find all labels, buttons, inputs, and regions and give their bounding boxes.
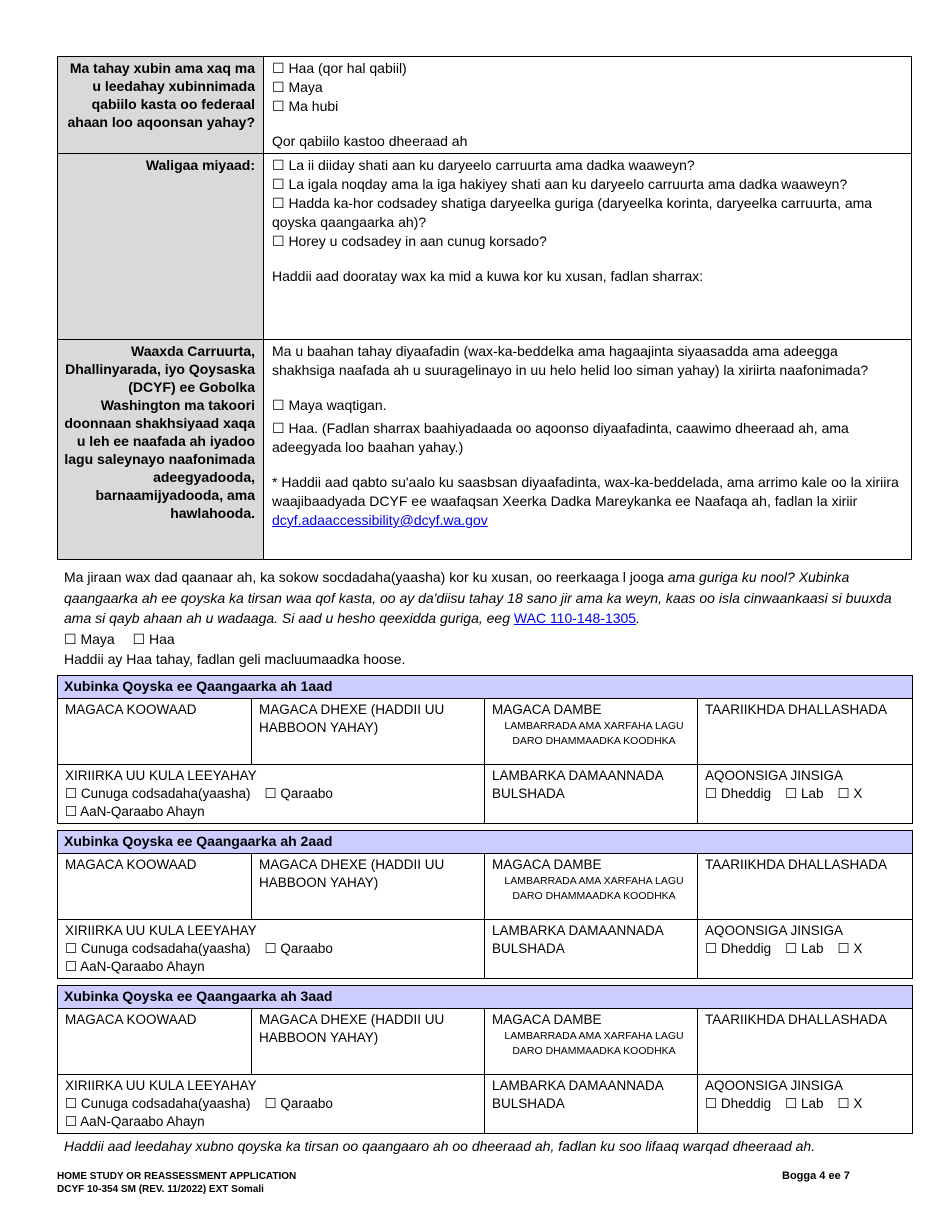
license-option-applied[interactable]: ☐ Hadda ka-hor codsadey shatiga daryeelka guriga (daryeelka korinta, daryeelka carruurta, ama qoyska qaangaarka ah)?	[272, 195, 873, 230]
gender-option-male[interactable]: ☐ Lab	[785, 1096, 824, 1111]
accommodation-question: Ma u baahan tahay diyaafadin (wax-ka-beddelka ama hagaajinta siyaasadda ama adeegga shakhsiga naafada ah u suuragelinayo in uu helo helid loo siman yahay) la xiriirta naafonimada?	[272, 343, 869, 378]
license-option-revoked[interactable]: ☐ La igala noqday ama la iga hakiyey shati aan ku daryeelo carruurta ama dadka waaweyn?	[272, 176, 848, 192]
footer-left	[57, 1170, 296, 1196]
dob-field[interactable]: TAARIIKHDA DHALLASHADA	[698, 854, 913, 920]
rel-option-relative[interactable]: ☐ Qaraabo	[264, 786, 333, 801]
dob-field[interactable]: TAARIIKHDA DHALLASHADA	[698, 699, 913, 765]
first-name-label: MAGACA DAMBE	[492, 702, 602, 717]
middle-name-field[interactable]: MAGACA DHEXE (HADDII UU HABBOON YAHAY)	[252, 699, 485, 765]
ssn-field[interactable]: LAMBARKA DAMAANNADA BULSHADA	[485, 1075, 698, 1134]
household-question	[64, 567, 909, 629]
relationship-label: XIRIIRKA UU KULA LEEYAHAY	[65, 1078, 257, 1093]
household-question-italic: ama guriga ku nool?	[667, 569, 795, 585]
relationship-label: XIRIIRKA UU KULA LEEYAHAY	[65, 768, 257, 783]
rel-option-child[interactable]: ☐ Cunuga codsadaha(yaasha)	[65, 1096, 251, 1111]
relationship-options	[65, 785, 477, 803]
last-name-field[interactable]: MAGACA KOOWAAD	[58, 1009, 252, 1075]
form-code: DCYF 10-354 SM (REV. 11/2022) EXT Somali	[57, 1184, 264, 1195]
tribe-answer-cell	[264, 57, 912, 154]
gender-option-female[interactable]: ☐ Dheddig	[705, 1096, 772, 1111]
dob-field[interactable]: TAARIIKHDA DHALLASHADA	[698, 1009, 913, 1075]
tribe-option-unsure[interactable]: ☐ Ma hubi	[272, 98, 339, 114]
dcyf-statement-label: Waaxda Carruurta, Dhallinyarada, iyo Qoysaska (DCYF) ee Gobolka Washington ma takoori doonnaan shakhsiyaad xaqa u leh ee naafada ah iyadoo lagu saleynayo naafonimada adeegyadooda, barnaamijyadooda, ama hawlahooda.	[58, 340, 264, 560]
member-title: Xubinka Qoyska ee Qaangaarka ah 1aad	[58, 676, 913, 699]
gender-options	[705, 785, 905, 803]
relationship-field	[58, 920, 485, 979]
question-table	[57, 56, 912, 560]
tribe-option-no[interactable]: ☐ Maya	[272, 79, 323, 95]
household-period: .	[636, 610, 640, 626]
license-explain-prompt: Haddii aad dooratay wax ka mid a kuwa kor ku xusan, fadlan sharrax:	[272, 268, 704, 284]
first-name-note: LAMBARRADA AMA XARFAHA LAGU DARO DHAMMAADKA KOODHKA	[504, 720, 684, 747]
tribe-note: Qor qabiilo kastoo dheeraad ah	[272, 133, 468, 149]
ssn-field[interactable]: LAMBARKA DAMAANNADA BULSHADA	[485, 920, 698, 979]
member-block-1	[57, 675, 913, 824]
relationship-options	[65, 1095, 477, 1113]
accommodation-answer-cell	[264, 340, 912, 560]
gender-field	[698, 920, 913, 979]
household-if-yes: Haddii ay Haa tahay, fadlan geli macluumaadka hoose.	[64, 651, 406, 667]
gender-options	[705, 940, 905, 958]
accommodation-footnote-text: * Haddii aad qabto su'aalo ku saasbsan diyaafadinta, wax-ka-beddelada, ama arrimo kale oo la xiriira waajibaadyada DCYF ee waafaqsan Xeerka Dadka Mareykanka ee Naafaqa ah, fadlan la xiriir	[272, 474, 899, 509]
additional-members-note: Haddii aad leedahay xubno qoyska ka tirsan oo qaangaaro ah oo dheeraad ah, fadlan ku soo lifaaq warqad dheeraad ah.	[64, 1138, 816, 1154]
rel-option-relative[interactable]: ☐ Qaraabo	[264, 1096, 333, 1111]
gender-option-female[interactable]: ☐ Dheddig	[705, 941, 772, 956]
page-number: Bogga 4 ee 7	[782, 1170, 850, 1182]
gender-options	[705, 1095, 905, 1113]
first-name-field[interactable]	[485, 854, 698, 920]
household-option-no[interactable]: ☐ Maya	[64, 630, 115, 647]
gender-field	[698, 765, 913, 824]
member-block-3	[57, 985, 913, 1134]
relationship-options	[65, 940, 477, 958]
tribe-question-label: Ma tahay xubin ama xaq ma u leedahay xubinnimada qabiilo kasta oo federaal ahaan loo aqoonsan yahay?	[58, 57, 264, 154]
rel-option-nonrelative[interactable]: ☐ AaN-Qaraabo Ahayn	[65, 1114, 205, 1129]
middle-name-field[interactable]: MAGACA DHEXE (HADDII UU HABBOON YAHAY)	[252, 1009, 485, 1075]
last-name-field[interactable]: MAGACA KOOWAAD	[58, 699, 252, 765]
wac-link[interactable]: WAC 110-148-1305	[513, 610, 637, 626]
accommodation-option-no[interactable]: ☐ Maya waqtigan.	[272, 397, 387, 413]
rel-option-child[interactable]: ☐ Cunuga codsadaha(yaasha)	[65, 786, 251, 801]
member-title: Xubinka Qoyska ee Qaangaarka ah 3aad	[58, 986, 913, 1009]
first-name-field[interactable]	[485, 1009, 698, 1075]
tribe-row	[58, 57, 912, 154]
tribe-option-yes[interactable]: ☐ Haa (qor hal qabiil)	[272, 60, 407, 76]
license-row	[58, 154, 912, 340]
last-name-field[interactable]: MAGACA KOOWAAD	[58, 854, 252, 920]
gender-label: AQOONSIGA JINSIGA	[705, 768, 844, 783]
rel-option-nonrelative[interactable]: ☐ AaN-Qaraabo Ahayn	[65, 959, 205, 974]
first-name-note: LAMBARRADA AMA XARFAHA LAGU DARO DHAMMAADKA KOODHKA	[504, 1030, 684, 1057]
accommodation-row	[58, 340, 912, 560]
household-question-block	[64, 567, 909, 670]
household-definition: Xubinka qaangaarka ah ee qoyska ka tirsan waa qof kasta, oo ay da'diisu tahay 18 sano jir ama ka weyn, kaas oo isla cinwaankaasi si buuxda ama si qayb ahaan ah u wadaaga. Si aad u hesho qeexidda guriga, eeg	[64, 569, 892, 626]
accessibility-email-link[interactable]: dcyf.adaaccessibility@dcyf.wa.gov	[272, 512, 488, 528]
accommodation-option-yes[interactable]: ☐ Haa. (Fadlan sharrax baahiyadaada oo aqoonso diyaafadinta, caawimo dheeraad ah, ama adeegyada loo baahan yahay.)	[272, 420, 849, 455]
rel-option-child[interactable]: ☐ Cunuga codsadaha(yaasha)	[65, 941, 251, 956]
first-name-label: MAGACA DAMBE	[492, 1012, 602, 1027]
license-option-adopt[interactable]: ☐ Horey u codsadey in aan cunug korsado?	[272, 233, 547, 249]
member-title: Xubinka Qoyska ee Qaangaarka ah 2aad	[58, 831, 913, 854]
license-option-denied[interactable]: ☐ La ii diiday shati aan ku daryeelo carruurta ama dadka waaweyn?	[272, 157, 695, 173]
gender-option-x[interactable]: ☐ X	[837, 786, 863, 801]
member-block-2	[57, 830, 913, 979]
license-question-label: Waligaa miyaad:	[58, 154, 264, 340]
first-name-label: MAGACA DAMBE	[492, 857, 602, 872]
gender-option-x[interactable]: ☐ X	[837, 1096, 863, 1111]
ssn-field[interactable]: LAMBARKA DAMAANNADA BULSHADA	[485, 765, 698, 824]
relationship-label: XIRIIRKA UU KULA LEEYAHAY	[65, 923, 257, 938]
gender-option-male[interactable]: ☐ Lab	[785, 786, 824, 801]
first-name-field[interactable]	[485, 699, 698, 765]
rel-option-nonrelative[interactable]: ☐ AaN-Qaraabo Ahayn	[65, 804, 205, 819]
relationship-field	[58, 765, 485, 824]
form-title: HOME STUDY OR REASSESSMENT APPLICATION	[57, 1171, 297, 1182]
relationship-field	[58, 1075, 485, 1134]
license-answer-cell	[264, 154, 912, 340]
gender-field	[698, 1075, 913, 1134]
gender-label: AQOONSIGA JINSIGA	[705, 1078, 844, 1093]
middle-name-field[interactable]: MAGACA DHEXE (HADDII UU HABBOON YAHAY)	[252, 854, 485, 920]
rel-option-relative[interactable]: ☐ Qaraabo	[264, 941, 333, 956]
household-question-text: Ma jiraan wax dad qaanaar ah, ka sokow socdadaha(yaasha) kor ku xusan, oo reerkaaga l jooga	[64, 569, 665, 585]
gender-option-male[interactable]: ☐ Lab	[785, 941, 824, 956]
accommodation-footnote	[272, 473, 903, 530]
first-name-note: LAMBARRADA AMA XARFAHA LAGU DARO DHAMMAADKA KOODHKA	[504, 875, 684, 902]
gender-label: AQOONSIGA JINSIGA	[705, 923, 844, 938]
household-option-yes[interactable]: ☐ Haa	[132, 630, 175, 647]
gender-option-female[interactable]: ☐ Dheddig	[705, 786, 772, 801]
gender-option-x[interactable]: ☐ X	[837, 941, 863, 956]
household-options	[64, 629, 909, 650]
